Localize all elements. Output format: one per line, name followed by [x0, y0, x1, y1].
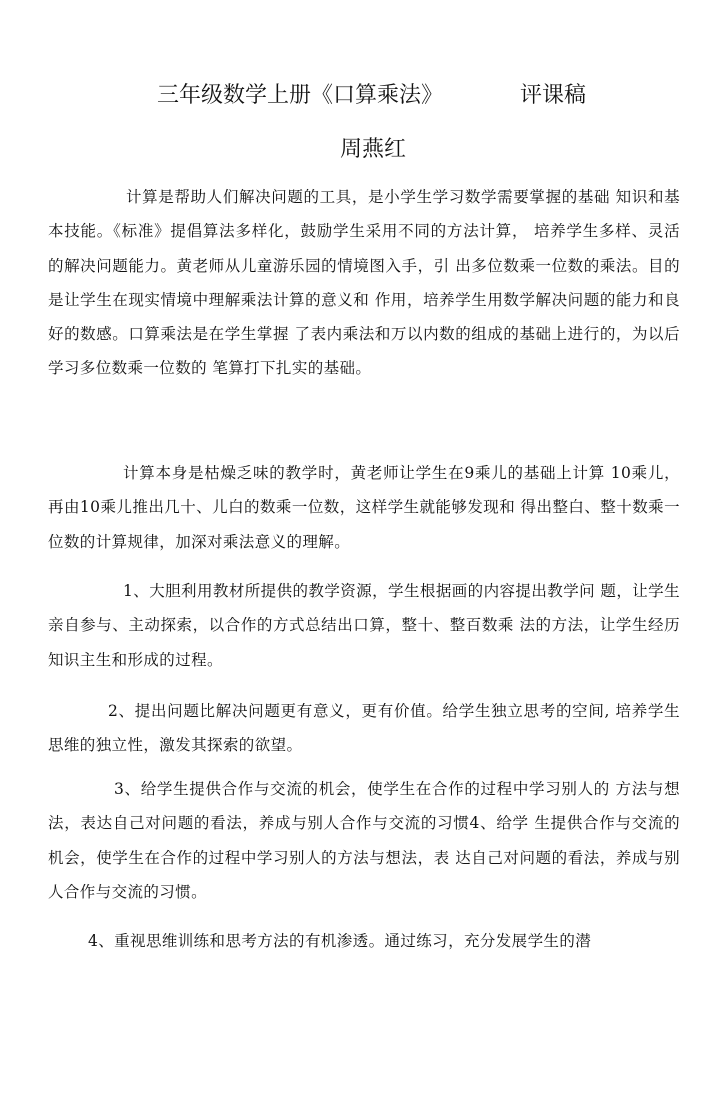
paragraph-calculation: 计算本身是枯燥乏味的教学时，黄老师让学生在9乘儿的基础上计算 10乘儿，再由10乘儿推出几十、儿白的数乘一位数，这样学生就能够发现和 得出整白、整十数乘一位数的计算规律，加深对乘法意义的理解。 — [48, 464, 680, 551]
paragraph-point-3: 3、给学生提供合作与交流的机会，使学生在合作的过程中学习别人的 方法与想法，表达自己对问题的看法，养成与别人合作与交流的习惯4、给学 生提供合作与交流的机会，使学生在合作的过程中学习别人的方法与想法，表 达自己对问题的看法，养成与别人合作与交流的习惯。 — [48, 780, 680, 901]
paragraph-point-4: 4、重视思维训练和思考方法的有机渗透。通过练习，充分发展学生的潜 — [88, 932, 592, 950]
title-main: 三年级数学上册《口算乘法》 — [157, 83, 444, 108]
paragraph-point-1: 1、大胆利用教材所提供的教学资源，学生根据画的内容提出教学问 题，让学生亲自参与、主动探索，以合作的方式总结出口算，整十、整百数乘 法的方法，让学生经历知识主生和形成的过程。 — [48, 582, 680, 669]
paragraph-intro: 计算是帮助人们解决问题的工具，是小学生学习数学需要掌握的基础 知识和基本技能。《标准》提倡算法多样化，鼓励学生采用不同的方法计算， 培养学生多样、灵活的解决问题能力。黄老师从儿童游乐园的情境图入手，引 出多位数乘一位数的乘法。目的是让学生在现实情境中理解乘法计算的意义和 作用，培养学生用数学解决问题的能力和良好的数感。口算乘法是在学生掌握 了表内乘法和万以内数的组成的基础上进行的，为以后学习多位数乘一位数的 笔算打下扎实的基础。 — [48, 188, 680, 378]
title-suffix: 评课稿 — [520, 83, 587, 108]
paragraph-point-2: 2、提出问题比解决问题更有意义，更有价值。给学生独立思考的空间, 培养学生思维的独立性，激发其探索的欲望。 — [48, 702, 680, 755]
author-name: 周燕红 — [340, 137, 407, 162]
